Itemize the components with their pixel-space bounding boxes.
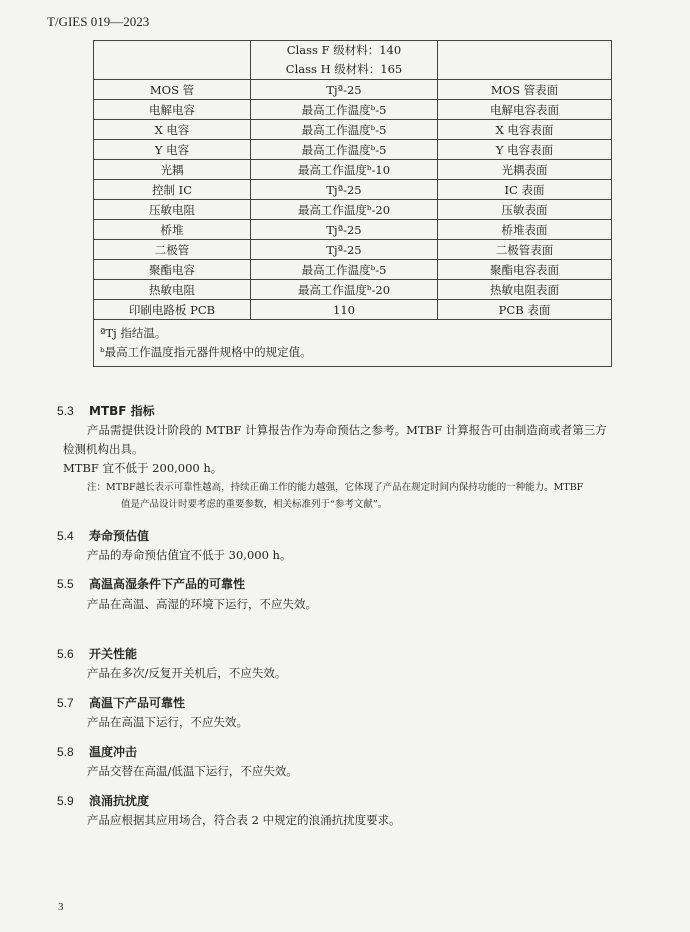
table-row bbox=[94, 200, 612, 220]
paragraph-line: 检测机构出具。 bbox=[63, 442, 144, 456]
table-cell-limit: 110 bbox=[251, 300, 438, 320]
table-cell-position: 热敏电阻表面 bbox=[438, 280, 612, 300]
table-cell-component: 二极管 bbox=[94, 240, 251, 260]
table-cell bbox=[251, 41, 438, 80]
section-number: 5.8 bbox=[57, 745, 74, 759]
document-code-header: T/GIES 019—2023 bbox=[47, 14, 150, 29]
table-cell-position: MOS 管表面 bbox=[438, 80, 612, 100]
section-5-3-heading bbox=[57, 402, 155, 419]
table-cell-position: 二极管表面 bbox=[438, 240, 612, 260]
table-cell-position: X 电容表面 bbox=[438, 120, 612, 140]
section-number: 5.5 bbox=[57, 577, 74, 591]
table-cell-component: 压敏电阻 bbox=[94, 200, 251, 220]
table-cell-component: 桥堆 bbox=[94, 220, 251, 240]
table-cell-position: PCB 表面 bbox=[438, 300, 612, 320]
section-number: 5.7 bbox=[57, 696, 74, 710]
table-cell-component: 聚酯电容 bbox=[94, 260, 251, 280]
table-cell-limit: Tjª-25 bbox=[251, 180, 438, 200]
table-row bbox=[94, 300, 612, 320]
note-line: 值是产品设计时要考虑的重要参数，相关标准列于“参考文献”。 bbox=[121, 499, 388, 510]
table-row bbox=[94, 41, 612, 80]
table-cell-limit: 最高工作温度ᵇ-5 bbox=[251, 120, 438, 140]
section-title: 寿命预估值 bbox=[89, 529, 150, 543]
table-cell-limit: 最高工作温度ᵇ-5 bbox=[251, 260, 438, 280]
section-title: 高温高湿条件下产品的可靠性 bbox=[89, 577, 246, 591]
table-cell-limit: Tjª-25 bbox=[251, 240, 438, 260]
section-number: 5.4 bbox=[57, 529, 74, 543]
section-number: 5.3 bbox=[57, 404, 74, 418]
table-cell bbox=[438, 41, 612, 80]
table-cell-limit: 最高工作温度ᵇ-20 bbox=[251, 280, 438, 300]
table-cell-position: 电解电容表面 bbox=[438, 100, 612, 120]
table-row bbox=[94, 260, 612, 280]
section-5-9-heading bbox=[57, 792, 149, 809]
table-cell-position: IC 表面 bbox=[438, 180, 612, 200]
section-5-8-heading bbox=[57, 743, 137, 760]
table-cell-position: Y 电容表面 bbox=[438, 140, 612, 160]
section-5-9-body: 产品应根据其应用场合，符合表 2 中规定的浪涌抗扰度要求。 bbox=[87, 813, 401, 827]
table-cell-component: 光耦 bbox=[94, 160, 251, 180]
table-row bbox=[94, 220, 612, 240]
table-row bbox=[94, 280, 612, 300]
section-5-5-body: 产品在高温、高湿的环境下运行，不应失效。 bbox=[87, 597, 317, 611]
section-5-4-body: 产品的寿命预估值宜不低于 30,000 h。 bbox=[87, 548, 292, 562]
table-row bbox=[94, 120, 612, 140]
note-line: 注：MTBF越长表示可靠性越高，持续正确工作的能力越强，它体现了产品在规定时间内保持功能的一种能力。MTBF bbox=[87, 482, 584, 493]
section-5-7-heading bbox=[57, 694, 185, 711]
table-cell-component: 印刷电路板 PCB bbox=[94, 300, 251, 320]
table-footnote-row bbox=[94, 320, 612, 367]
section-5-3-body bbox=[63, 421, 647, 478]
table-row bbox=[94, 140, 612, 160]
paragraph-line: 产品需提供设计阶段的 MTBF 计算报告作为寿命预估之参考。MTBF 计算报告可由制造商或者第三方 bbox=[87, 423, 607, 437]
table-cell-position: 光耦表面 bbox=[438, 160, 612, 180]
class-f-line: Class F 级材料：140 bbox=[286, 43, 402, 57]
table-cell-limit: 最高工作温度ᵇ-20 bbox=[251, 200, 438, 220]
section-title: 高温下产品可靠性 bbox=[89, 696, 186, 710]
table-footnote: ªTj 指结温。 bbox=[100, 326, 167, 340]
table-cell-component: 电解电容 bbox=[94, 100, 251, 120]
section-title: 温度冲击 bbox=[89, 745, 138, 759]
table-cell-component: X 电容 bbox=[94, 120, 251, 140]
section-5-5-heading bbox=[57, 575, 245, 592]
table-cell-limit: Tjª-25 bbox=[251, 220, 438, 240]
table-row bbox=[94, 180, 612, 200]
section-number: 5.9 bbox=[57, 794, 74, 808]
paragraph-line: MTBF 宜不低于 200,000 h。 bbox=[63, 461, 223, 475]
table-row bbox=[94, 80, 612, 100]
table-cell-component: MOS 管 bbox=[94, 80, 251, 100]
table-cell-position: 聚酯电容表面 bbox=[438, 260, 612, 280]
section-5-7-body: 产品在高温下运行，不应失效。 bbox=[87, 715, 248, 729]
table-cell-limit: 最高工作温度ᵇ-5 bbox=[251, 140, 438, 160]
table-cell-component: 热敏电阻 bbox=[94, 280, 251, 300]
section-title: 浪涌抗扰度 bbox=[89, 794, 150, 808]
section-title: 开关性能 bbox=[89, 647, 138, 661]
section-title: MTBF 指标 bbox=[89, 404, 155, 418]
section-5-6-body: 产品在多次/反复开关机后，不应失效。 bbox=[87, 666, 287, 680]
section-5-8-body: 产品交替在高温/低温下运行，不应失效。 bbox=[87, 764, 298, 778]
section-5-3-note bbox=[87, 479, 647, 513]
table-row bbox=[94, 160, 612, 180]
table-cell bbox=[94, 41, 251, 80]
temperature-limit-table bbox=[93, 40, 612, 367]
table-cell-limit: 最高工作温度ᵇ-10 bbox=[251, 160, 438, 180]
table-cell-component: Y 电容 bbox=[94, 140, 251, 160]
class-h-line: Class H 级材料：165 bbox=[285, 62, 403, 76]
table-footnote: ᵇ最高工作温度指元器件规格中的规定值。 bbox=[100, 345, 312, 359]
table-footnotes bbox=[94, 320, 612, 367]
table-cell-position: 压敏表面 bbox=[438, 200, 612, 220]
table-cell-limit: 最高工作温度ᵇ-5 bbox=[251, 100, 438, 120]
section-5-4-heading bbox=[57, 527, 149, 544]
table-cell-limit: Tjª-25 bbox=[251, 80, 438, 100]
table-row bbox=[94, 240, 612, 260]
page-number: 3 bbox=[58, 901, 64, 913]
table-row bbox=[94, 100, 612, 120]
section-5-6-heading bbox=[57, 645, 137, 662]
section-number: 5.6 bbox=[57, 647, 74, 661]
table-cell-position: 桥堆表面 bbox=[438, 220, 612, 240]
table-cell-component: 控制 IC bbox=[94, 180, 251, 200]
